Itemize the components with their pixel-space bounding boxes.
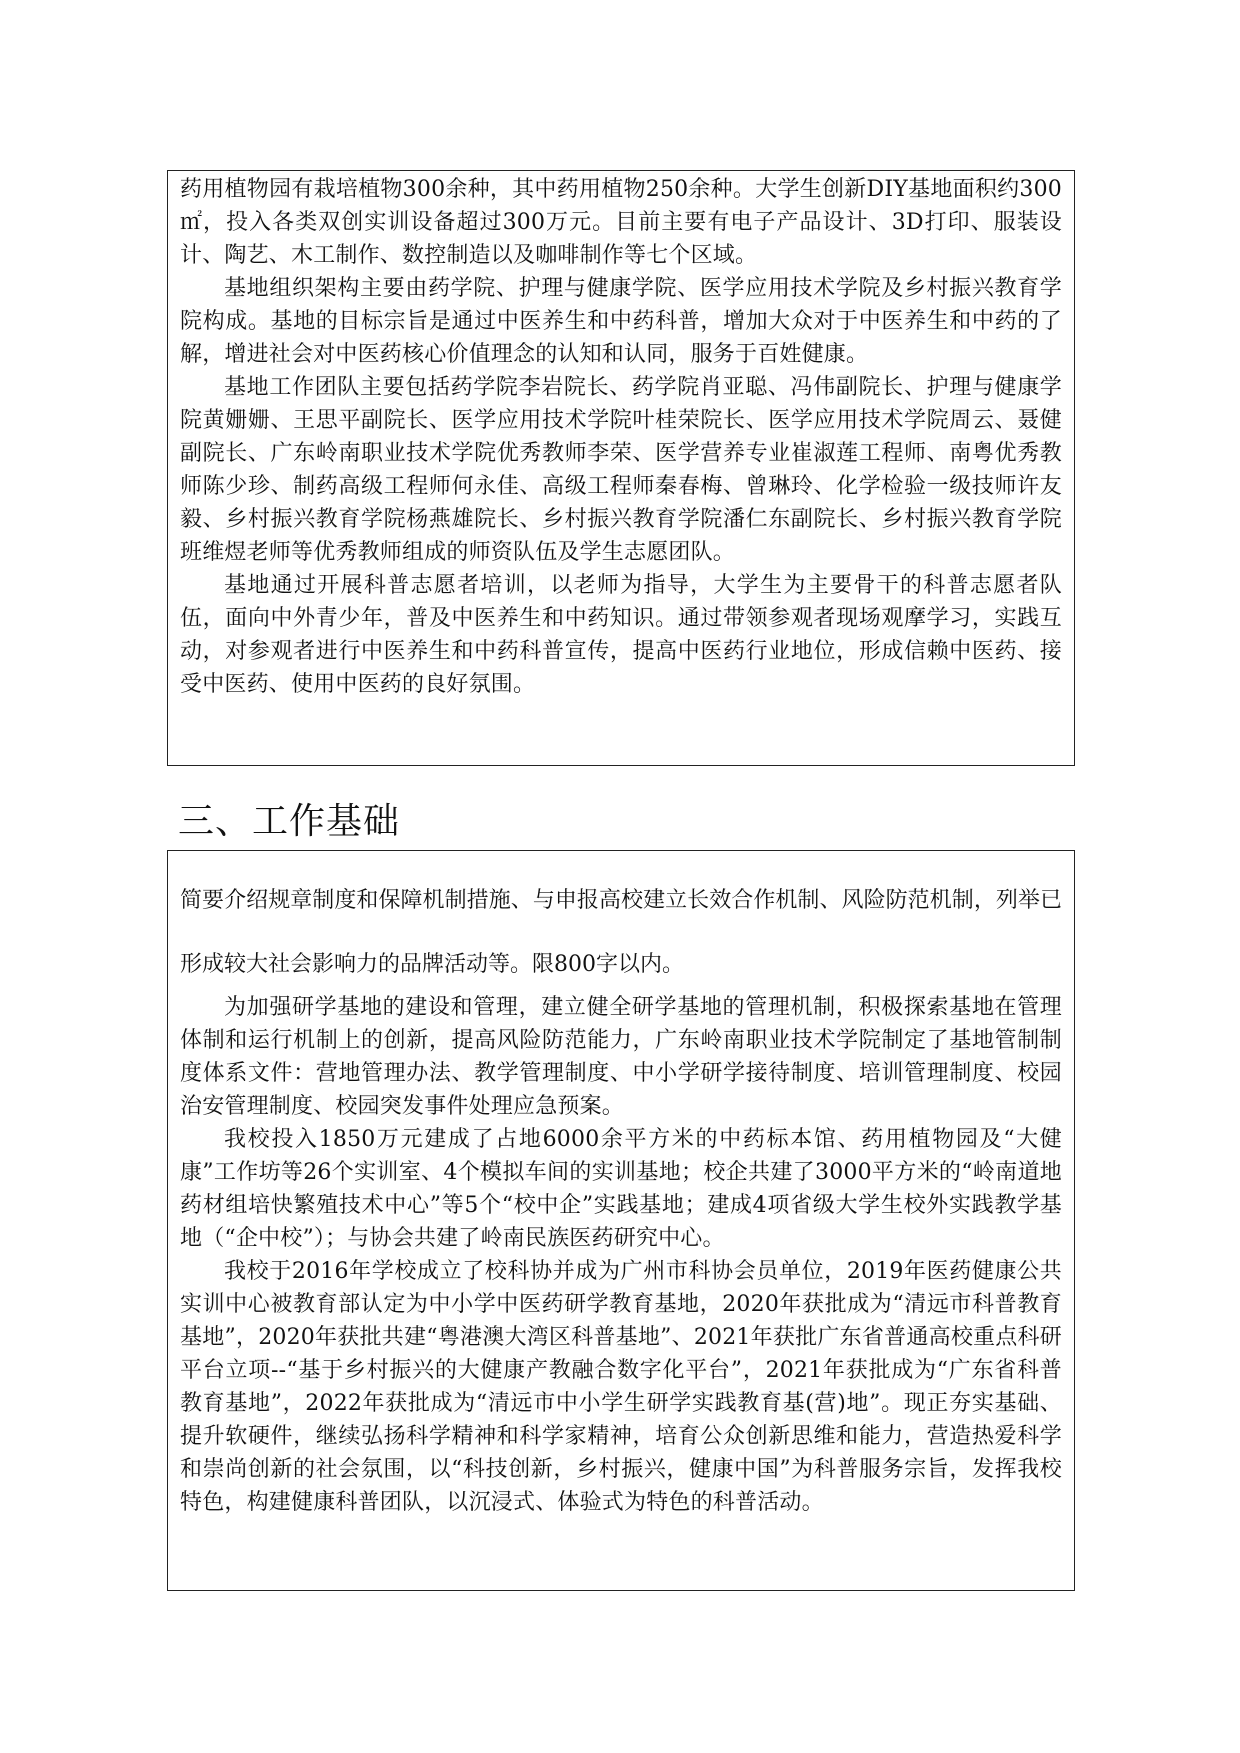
paragraph-plant-garden: 药用植物园有栽培植物300余种，其中药用植物250余种。大学生创新DIY基地面积约300㎡，投入各类双创实训设备超过300万元。目前主要有电子产品设计、3D打印、服装设计、陶艺、木工制作、数控制造以及咖啡制作等七个区域。 bbox=[180, 177, 1062, 268]
work-foundation-box bbox=[167, 850, 1075, 1591]
paragraph-organization: 基地组织架构主要由药学院、护理与健康学院、医学应用技术学院及乡村振兴教育学院构成。基地的目标宗旨是通过中医养生和中药科普，增加大众对于中医养生和中药的了解，增进社会对中医药核心价值理念的认知和认同，服务于百姓健康。 bbox=[180, 276, 1062, 367]
paragraph-honors: 我校于2016年学校成立了校科协并成为广州市科协会员单位，2019年医药健康公共实训中心被教育部认定为中小学中医药研学教育基地，2020年获批成为“清远市科普教育基地”，2020年获批共建“粤港澳大湾区科普基地”、2021年获批广东省普通高校重点科研平台立项--“基于乡村振兴的大健康产教融合数字化平台”，2021年获批成为“广东省科普教育基地”，2022年获批成为“清远市中小学生研学实践教育基(营)地”。现正夯实基础、提升软硬件，继续弘扬科学精神和科学家精神，培育公众创新思维和能力，营造热爱科学和崇尚创新的社会氛围，以“科技创新，乡村振兴，健康中国”为科普服务宗旨，发挥我校特色，构建健康科普团队，以沉浸式、体验式为特色的科普活动。 bbox=[180, 1259, 1062, 1515]
section-instructions: 简要介绍规章制度和保障机制措施、与申报高校建立长效合作机制、风险防范机制，列举已形成较大社会影响力的品牌活动等。限800字以内。 bbox=[180, 888, 1062, 977]
section-title-work-foundation: 三、工作基础 bbox=[178, 801, 401, 842]
paragraph-management: 为加强研学基地的建设和管理，建立健全研学基地的管理机制，积极探索基地在管理体制和运行机制上的创新，提高风险防范能力，广东岭南职业技术学院制定了基地管制制度体系文件：营地管理办法、教学管理制度、中小学研学接待制度、培训管理制度、校园治安管理制度、校园突发事件处理应急预案。 bbox=[180, 995, 1062, 1119]
paragraph-volunteers: 基地通过开展科普志愿者培训，以老师为指导，大学生为主要骨干的科普志愿者队伍，面向中外青少年，普及中医养生和中药知识。通过带领参观者现场观摩学习，实践互动，对参观者进行中医养生和中药科普宣传，提高中医药行业地位，形成信赖中医药、接受中医药、使用中医药的良好氛围。 bbox=[180, 573, 1062, 697]
base-intro-box bbox=[167, 170, 1075, 766]
paragraph-team: 基地工作团队主要包括药学院李岩院长、药学院肖亚聪、冯伟副院长、护理与健康学院黄姗姗、王思平副院长、医学应用技术学院叶桂荣院长、医学应用技术学院周云、聂健副院长、广东岭南职业技术学院优秀教师李荣、医学营养专业崔淑莲工程师、南粤优秀教师陈少珍、制药高级工程师何永佳、高级工程师秦春梅、曾琳玲、化学检验一级技师许友毅、乡村振兴教育学院杨燕雄院长、乡村振兴教育学院潘仁东副院长、乡村振兴教育学院班维煜老师等优秀教师组成的师资队伍及学生志愿团队。 bbox=[180, 375, 1062, 565]
paragraph-investment: 我校投入1850万元建成了占地6000余平方米的中药标本馆、药用植物园及“大健康”工作坊等26个实训室、4个模拟车间的实训基地；校企共建了3000平方米的“岭南道地药材组培快繁殖技术中心”等5个“校中企”实践基地；建成4项省级大学生校外实践教学基地（“企中校”）；与协会共建了岭南民族医药研究中心。 bbox=[180, 1127, 1062, 1251]
